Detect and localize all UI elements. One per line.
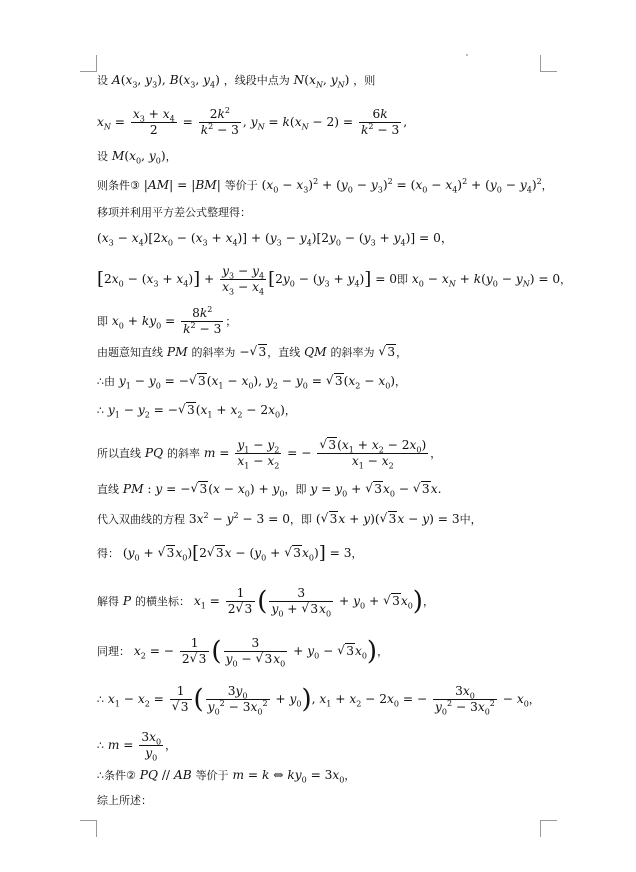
line-9: 由题意知直线 PM 的斜率为 −√ 3，直线 QM 的斜率为 √ 3， — [97, 344, 537, 361]
line-20: ∴条件② PQ // AB 等价于 m = k ⇔ $ky_0 = 3x_0$， — [97, 768, 356, 785]
line-12: 所以直线 PQ 的斜率 m = $\frac{y_1 - y_2}{x_1 - x_2}$ = − √ $\frac{3(x_1 + x_2 - 2x_0)}{x_1 - x_2}$ ， — [97, 438, 537, 469]
line-6: $(x_3 - x_4)[2x_0 - (x_3 + x_4)] + (y_3 - y_4)[2y_0 - (y_3 + y_4)] = 0$， — [97, 231, 454, 248]
line-2-midpoint-formula: $x_N$ = $\frac{x_3 + x_4}{2}$ = $\frac{2k^2}{k^2 - 3}$ , $y_N = k(x_N - 2)$ = $\frac{6k}{k^2 - 3}$ , — [97, 105, 408, 137]
line-7: $[2x_0 - (x_3 + x_4)]$ + $\frac{y_3 - y_4}{x_3 - x_4}$ $[2y_0 - (y_3 + y_4)] = 0$即 $x_0 - x_N + k(y_0 - y_N) = 0$， — [97, 264, 572, 297]
line-10: ∴由 $y_1 - y_0$ = −√ $3(x_1 - x_0)$, $y_2 - y_0$ = √ $3(x_2 - x_0)$， — [97, 373, 537, 390]
line-14: 代入双曲线的方程 $3x^2 - y^2 - 3 = 0$，即 (√ 3x + y)(√ 3x − y) = 3中， — [97, 511, 537, 528]
corner-mark-bottom-left — [80, 820, 97, 837]
line-8: 即 $x_0 + ky_0$ = $\frac{8k^2}{k^2 - 3}$ ； — [97, 304, 237, 336]
corner-mark-top-right — [540, 55, 557, 72]
corner-mark-top-left — [80, 55, 97, 72]
line-19: ∴ m = $\frac{3x_0}{y_0}$ ， — [97, 730, 177, 763]
line-1: 设 $A(x_3$, $y_3$), $B(x_3$, $y_4$) ，线段中点为 $N(x_N$, $y_N$) ，则 — [97, 73, 376, 90]
line-3: 设 $M(x_0$, $y_0$)， — [97, 149, 177, 166]
line-21: 综上所述： — [97, 794, 152, 807]
line-13: 直线 PM : y = −√ $3(x - x_0) + y_0$，即 $y = y_0$ + √ $3x_0$ − √ 3x. — [97, 481, 537, 498]
page-dot-mark — [466, 54, 468, 56]
corner-mark-bottom-right — [540, 820, 557, 837]
line-15: 得： ($y_0$ + √ $3x_0)[2√$ $3x - (y_0$ + √ $3x_0)] = 3$， — [97, 545, 537, 562]
line-16: 解得 P 的横坐标： $x_1$ = $\frac{1}{2√ 3}$ ( $\frac{3}{y_0 + √ 3x_0}$ + $y_0$ + √ $3x_0$)， — [97, 586, 537, 617]
line-4-condition-3: 则条件③ |AM| = |BM| 等价于 $(x_0 - x_3)^2 + (y_0 - y_3)^2 = (x_0 - x_4)^2 + (y_0 - y_4)^2$， — [97, 176, 553, 195]
line-17: 同理： $x_2$ = − $\frac{1}{2√ 3}$ ( $\frac{3}{y_0 - √ 3x_0}$ + $y_0$ − √ $3x_0$)， — [97, 636, 537, 667]
line-5: 移项并利用平方差公式整理得： — [97, 206, 251, 219]
line-11: ∴ $y_1 - y_2$ = −√ $3(x_1 + x_2 - 2x_0)$， — [97, 402, 537, 419]
line-18: ∴ $x_1 - x_2$ = 1 √ 3 ( $\frac{3y_0}{y_0^2 - 3x_0^2}$ + $y_0$), $x_1 + x_2 - 2x_0$ = − $\frac{3x_0}{y_0^2 - 3x_0^2}$ − $x_0$， — [97, 684, 537, 715]
